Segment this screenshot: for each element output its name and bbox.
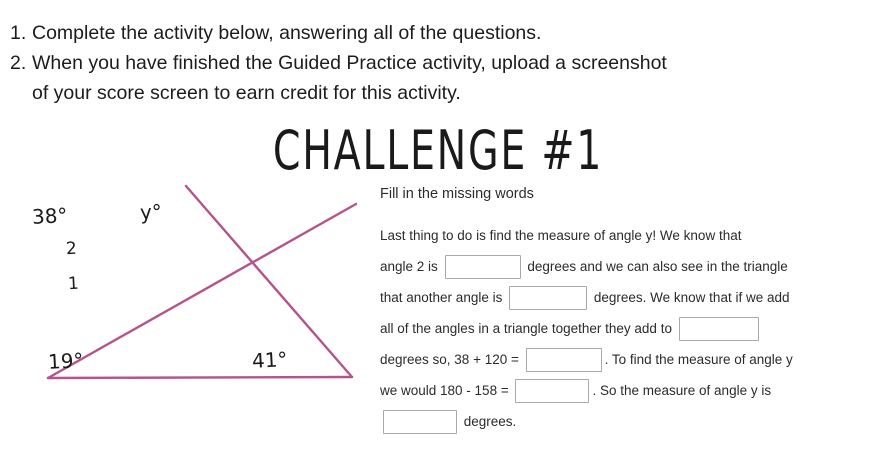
fill-in-text-5a: degrees so, 38 + 120 = [380, 352, 519, 367]
figure-angle-38-label: 38° [31, 203, 69, 229]
fill-in-text-4a: all of the angles in a triangle together they add to [380, 321, 672, 336]
blank-input-sum-38-120[interactable] [526, 348, 602, 372]
figure-angle-y-label: y° [139, 199, 163, 225]
instruction-2-text: When you have finished the Guided Practice activity, upload a screenshot [32, 52, 667, 74]
fill-in-text-3a: that another angle is [380, 290, 503, 305]
instructions-block [0, 0, 876, 108]
fill-in-text-6b: . So the measure of angle y is [592, 383, 772, 398]
blank-input-angle2[interactable] [445, 255, 521, 279]
fill-in-panel [380, 182, 876, 437]
instruction-1-text: Complete the activity below, answering all of the questions. [32, 22, 542, 44]
instruction-item-2 [10, 48, 866, 78]
figure-angle-1-label: 1 [67, 273, 80, 295]
fill-in-text-2b: degrees and we can also see in the triangle [527, 259, 788, 274]
fill-in-heading: Fill in the missing words [380, 186, 534, 202]
blank-input-triangle-sum[interactable] [679, 317, 759, 341]
blank-input-other-angle[interactable] [509, 286, 587, 310]
challenge-title: CHALLENGE #1 [272, 118, 604, 183]
activity-content [0, 182, 876, 437]
instruction-2-number: 2. [10, 52, 27, 74]
instruction-item-1 [10, 18, 866, 48]
fill-in-text-5b: . To find the measure of angle y [604, 352, 793, 367]
fill-in-text-6a: we would 180 - 158 = [380, 383, 509, 398]
instruction-1-number: 1. [10, 22, 27, 44]
blank-input-angle-y[interactable] [383, 410, 457, 434]
figure-angle-2-label: 2 [65, 238, 78, 260]
blank-input-180-minus-158[interactable] [515, 379, 589, 403]
fill-in-text-7a: degrees. [463, 414, 517, 429]
fill-in-text-1: Last thing to do is find the measure of angle y! We know that [380, 228, 742, 243]
figure-angle-19-label: 19° [47, 348, 85, 374]
instruction-2-text-continued: of your score screen to earn credit for this activity. [32, 82, 461, 104]
figure-angle-41-label: 41° [251, 347, 289, 373]
geometry-figure [0, 182, 380, 422]
fill-in-body [380, 220, 858, 437]
fill-in-text-3b: degrees. We know that if we add [593, 290, 790, 305]
fill-in-text-2a: angle 2 is [380, 259, 438, 274]
